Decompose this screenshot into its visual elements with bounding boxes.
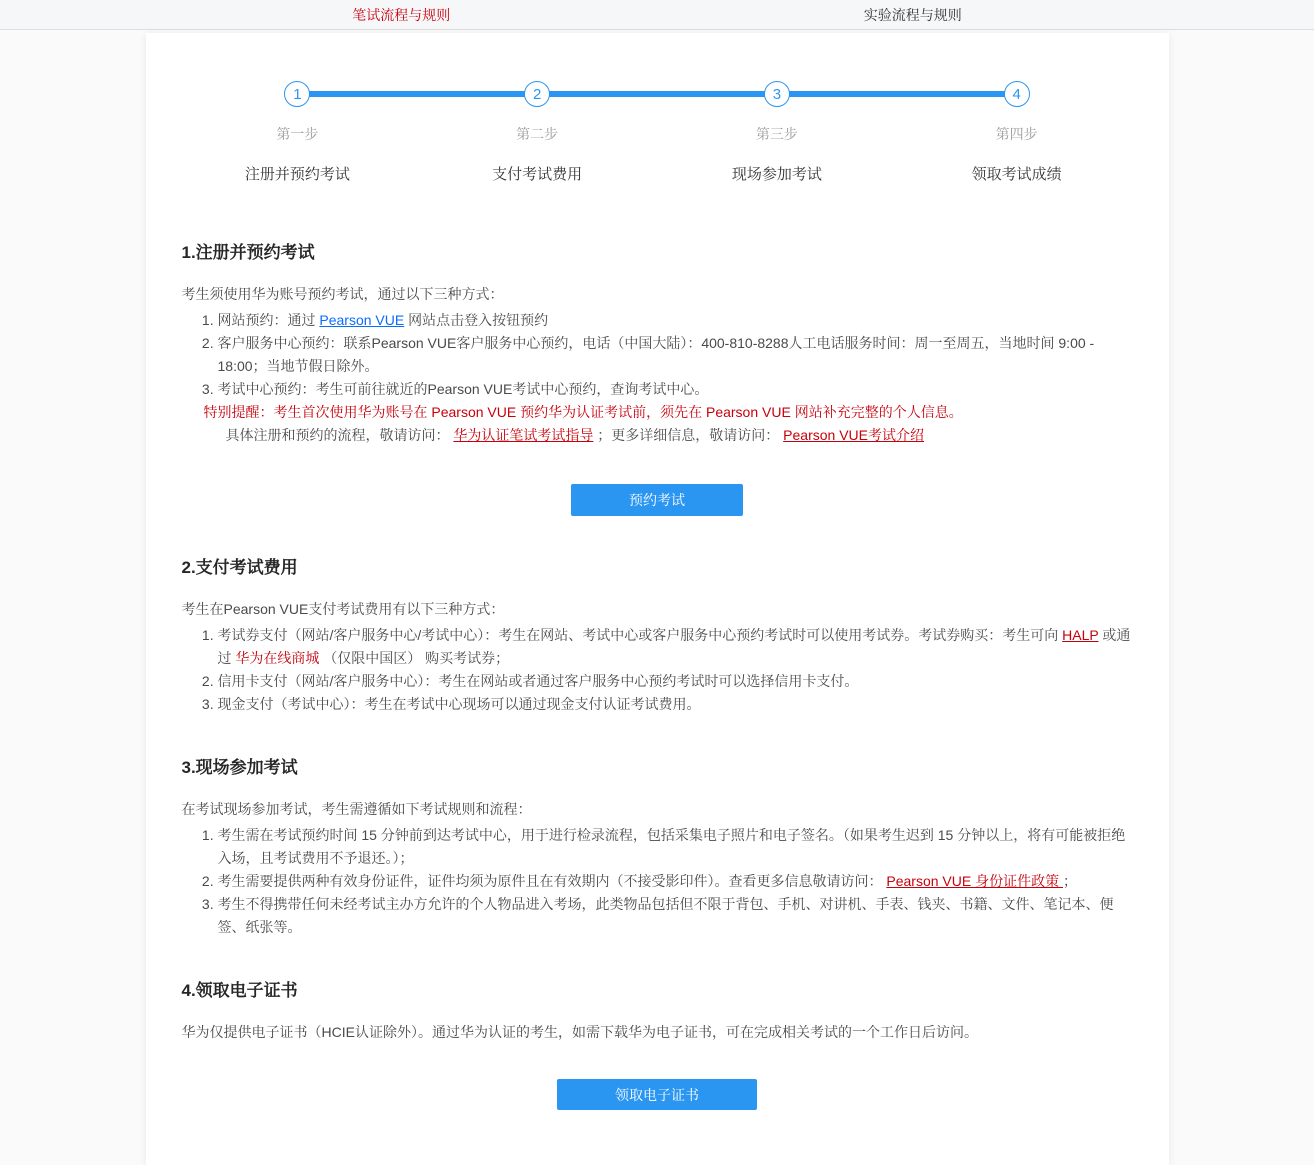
tab-bar-inner [146, 0, 1169, 29]
section-1-title: 1.注册并预约考试 [181, 243, 315, 262]
list-item-text: ； [1063, 873, 1077, 889]
tab-written-exam-process[interactable]: 笔试流程与规则 [352, 6, 451, 23]
step-4-label: 第四步 [995, 126, 1038, 142]
step-4-name: 领取考试成绩 [971, 166, 1062, 183]
list-item [218, 309, 1133, 332]
list-item [218, 624, 1133, 670]
process-content [146, 241, 1169, 1110]
step-2 [417, 81, 657, 184]
list-item: 1. 考生需在考试预约时间 15 分钟前到达考试中心，用于进行检录流程，包括采集电子照片和电子签名。（如果考生迟到 15 分钟以上，将有可能被拒绝入场，且考试费用不予退还。）； [218, 824, 1133, 870]
section-4-title: 4.领取电子证书 [181, 981, 298, 1000]
list-item-text: 考试券支付（网站/客户服务中心/考试中心）：考生在网站、考试中心或客户服务中心预约考试时可以使用考试券。考试券购买：考生可向 [217, 627, 1063, 643]
step-1-label: 第一步 [276, 126, 319, 142]
list-item: 3. 考生不得携带任何未经考试主办方允许的个人物品进入考场，此类物品包括但不限于背包、手机、对讲机、手表、钱夹、书籍、文件、笔记本、便签、纸张等。 [218, 893, 1133, 939]
huawei-online-store-link[interactable]: 华为在线商城 [235, 650, 320, 666]
step-1-name: 注册并预约考试 [244, 166, 350, 183]
section-2-title: 2.支付考试费用 [181, 558, 298, 577]
special-reminder-text: 特别提醒：考生首次使用华为账号在 Pearson VUE 预约华为认证考试前，须先在 Pearson VUE 网站补充完整的个人信息。 [203, 404, 963, 420]
list-item [218, 870, 1133, 893]
step-3-label: 第三步 [755, 126, 798, 142]
process-card [146, 33, 1169, 1165]
list-item-text: （仅限中国区） 购买考试券； [319, 650, 510, 666]
id-policy-link[interactable]: Pearson VUE 身份证件政策 [886, 873, 1063, 889]
get-ecert-button[interactable]: 领取电子证书 [557, 1079, 757, 1110]
section-3-list [182, 824, 1133, 939]
written-exam-guide-link[interactable]: 华为认证笔试考试指导 [453, 427, 594, 443]
halp-link[interactable]: HALP [1062, 627, 1099, 643]
exam-process-stepper [178, 33, 1137, 184]
section-3-title: 3.现场参加考试 [181, 758, 298, 777]
list-item: 2. 客户服务中心预约：联系Pearson VUE客户服务中心预约，电话（中国大陆）：400-810-8288人工电话服务时间：周一至周五，当地时间 9:00 - 18:00；当地节假日除外。 [218, 332, 1133, 378]
step-2-label: 第二步 [516, 126, 559, 142]
list-item: 2. 信用卡支付（网站/客户服务中心）：考生在网站或者通过客户服务中心预约考试时可以选择信用卡支付。 [218, 670, 1133, 693]
list-item-text: 网站点击登入按钮预约 [404, 312, 549, 328]
tab-lab-exam-process[interactable]: 实验流程与规则 [863, 6, 962, 23]
guide-text: ；更多详细信息，敬请访问： [593, 427, 784, 443]
step-2-name: 支付考试费用 [492, 166, 583, 183]
list-item-text: 考生需要提供两种有效身份证件，证件均须为原件且在有效期内（不接受影印件）。查看更多信息敬请访问： [217, 873, 887, 889]
registration-guide-line [226, 424, 1133, 447]
list-item: 3. 考试中心预约：考生可前往就近的Pearson VUE考试中心预约，查询考试中心。 [218, 378, 1133, 401]
step-2-circle-icon: 2 [524, 81, 550, 107]
step-4 [897, 81, 1137, 184]
top-tab-bar [0, 0, 1314, 30]
list-item-text: 网站预约：通过 [217, 312, 320, 328]
section-2-list [182, 624, 1133, 716]
section-1-intro: 考生须使用华为账号预约考试，通过以下三种方式： [181, 286, 504, 302]
section-1-list [182, 309, 1133, 401]
step-3 [657, 81, 897, 184]
step-1-circle-icon: 1 [284, 81, 310, 107]
section-3-intro: 在考试现场参加考试，考生需遵循如下考试规则和流程： [181, 801, 532, 817]
list-item-text: 或通过 [217, 627, 1131, 666]
step-3-circle-icon: 3 [764, 81, 790, 107]
section-4-text: 华为仅提供电子证书（HCIE认证除外）。通过华为认证的考生，如需下载华为电子证书，可在完成相关考试的一个工作日后访问。 [181, 1024, 978, 1040]
guide-text: 具体注册和预约的流程，敬请访问： [225, 427, 454, 443]
pearson-vue-intro-link[interactable]: Pearson VUE考试介绍 [783, 427, 924, 443]
book-exam-button[interactable]: 预约考试 [571, 484, 743, 516]
step-3-name: 现场参加考试 [731, 166, 822, 183]
section-2-intro: 考生在Pearson VUE支付考试费用有以下三种方式： [181, 601, 505, 617]
pearson-vue-link[interactable]: Pearson VUE [319, 312, 405, 328]
step-1 [178, 81, 418, 184]
list-item: 3. 现金支付（考试中心）：考生在考试中心现场可以通过现金支付认证考试费用。 [218, 693, 1133, 716]
step-4-circle-icon: 4 [1004, 81, 1030, 107]
